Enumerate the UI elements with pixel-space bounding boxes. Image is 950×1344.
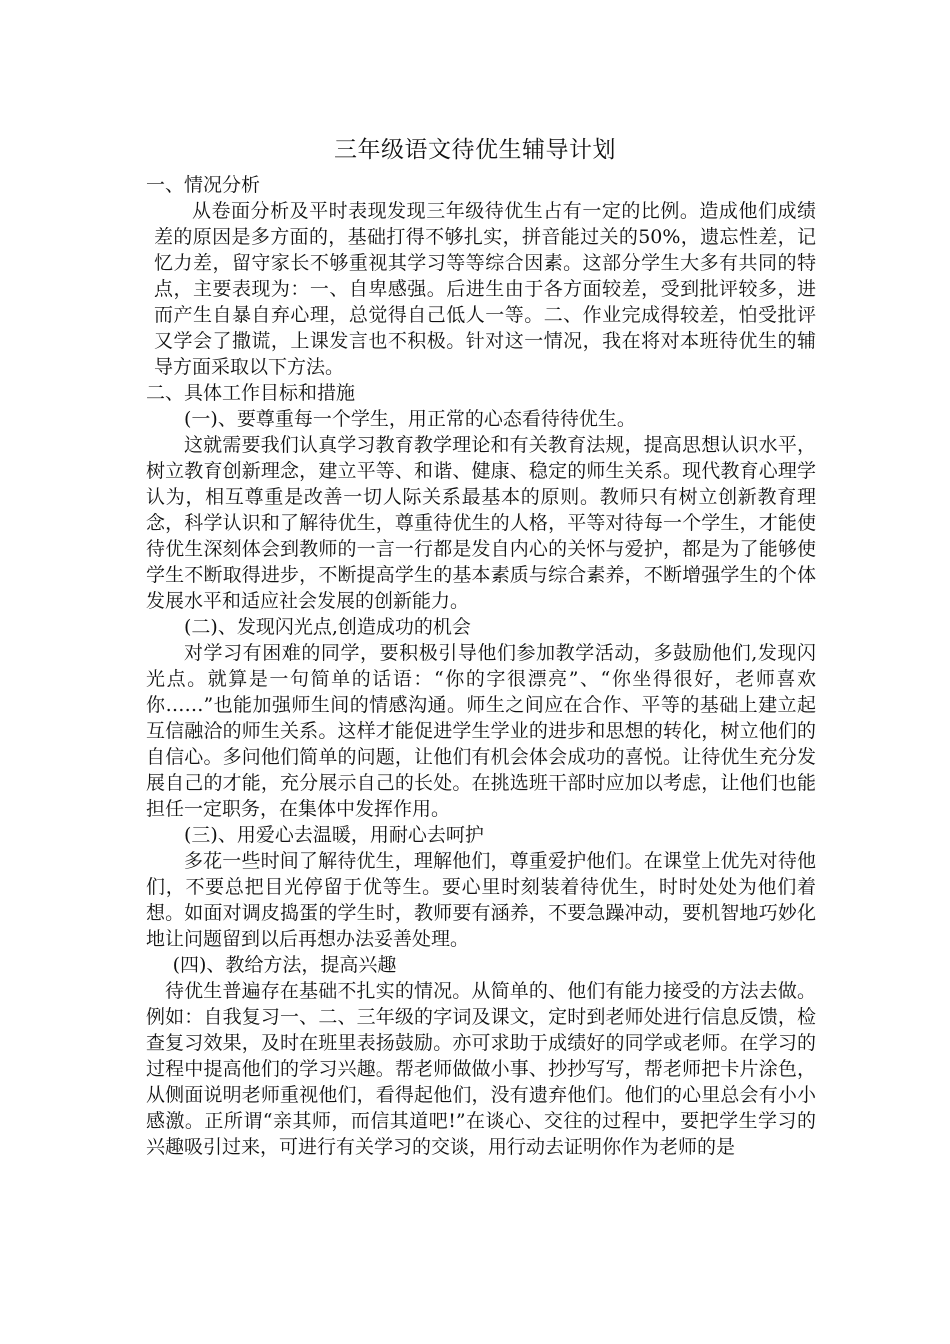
section-heading: 一、情况分析 [146,174,261,196]
subsection-heading: (四)、教给方法，提高兴趣 [172,954,397,976]
document-title: 三年级语文待优生辅导计划 [334,137,616,163]
subsection-heading: (一)、要尊重每一个学生，用正常的心态看待待优生。 [184,408,636,430]
paragraph: 从卷面分析及平时表现发现三年级待优生占有一定的比例。造成他们成绩差的原因是多方面的，基础打得不够扎实，拼音能过关的50%，遗忘性差，记忆力差，留守家长不够重视其学习等等综合因素。这部分学生大多有共同的特点，主要表现为：一、自卑感强。后进生由于各方面较差，受到批评较多，进而产生自暴自弃心理，总觉得自己低人一等。二、作业完成得较差，怕受批评又学会了撒谎，上课发言也不积极。针对这一情况，我在将对本班待优生的辅导方面采取以下方法。 [154,200,816,378]
document-body [146,172,816,1160]
paragraph: 多花一些时间了解待优生，理解他们，尊重爱护他们。在课堂上优先对待他们，不要总把目光停留于优等生。要心里时刻装着待优生，时时处处为他们着想。如面对调皮捣蛋的学生时，教师要有涵养，不要急躁冲动，要机智地巧妙化地让问题留到以后再想办法妥善处理。 [146,850,816,950]
subsection-heading: (二)、发现闪光点,创造成功的机会 [184,616,471,638]
paragraph: 待优生普遍存在基础不扎实的情况。从简单的、他们有能力接受的方法去做。例如：自我复习一、二、三年级的字词及课文，定时到老师处进行信息反馈，检查复习效果，及时在班里表扬鼓励。亦可求助于成绩好的同学或老师。在学习的过程中提高他们的学习兴趣。帮老师做做小事、抄抄写写，帮老师把卡片涂色，从侧面说明老师重视他们，看得起他们，没有遗弃他们。他们的心里总会有小小感激。正所谓“亲其师，而信其道吧!”在谈心、交往的过程中，要把学生学习的兴趣吸引过来，可进行有关学习的交谈，用行动去证明你作为老师的是 [146,980,816,1158]
section-heading: 二、具体工作目标和措施 [146,382,356,404]
paragraph: 这就需要我们认真学习教育教学理论和有关教育法规，提高思想认识水平，树立教育创新理念，建立平等、和谐、健康、稳定的师生关系。现代教育心理学认为，相互尊重是改善一切人际关系最基本的原则。教师只有树立创新教育理念，科学认识和了解待优生，尊重待优生的人格，平等对待每一个学生，才能使待优生深刻体会到教师的一言一行都是发自内心的关怀与爱护，都是为了能够使学生不断取得进步，不断提高学生的基本素质与综合素养，不断增强学生的个体发展水平和适应社会发展的创新能力。 [146,434,816,612]
subsection-heading: (三)、用爱心去温暖，用耐心去呵护 [184,824,484,846]
paragraph: 对学习有困难的同学，要积极引导他们参加教学活动，多鼓励他们,发现闪光点。就算是一句简单的话语：“你的字很漂亮”、“你坐得很好，老师喜欢你……”也能加强师生间的情感沟通。师生之间应在合作、平等的基础上建立起互信融洽的师生关系。这样才能促进学生学业的进步和思想的转化，树立他们的自信心。多问他们简单的问题，让他们有机会体会成功的喜悦。让待优生充分发展自己的才能，充分展示自己的长处。在挑选班干部时应加以考虑，让他们也能担任一定职务，在集体中发挥作用。 [146,642,816,820]
